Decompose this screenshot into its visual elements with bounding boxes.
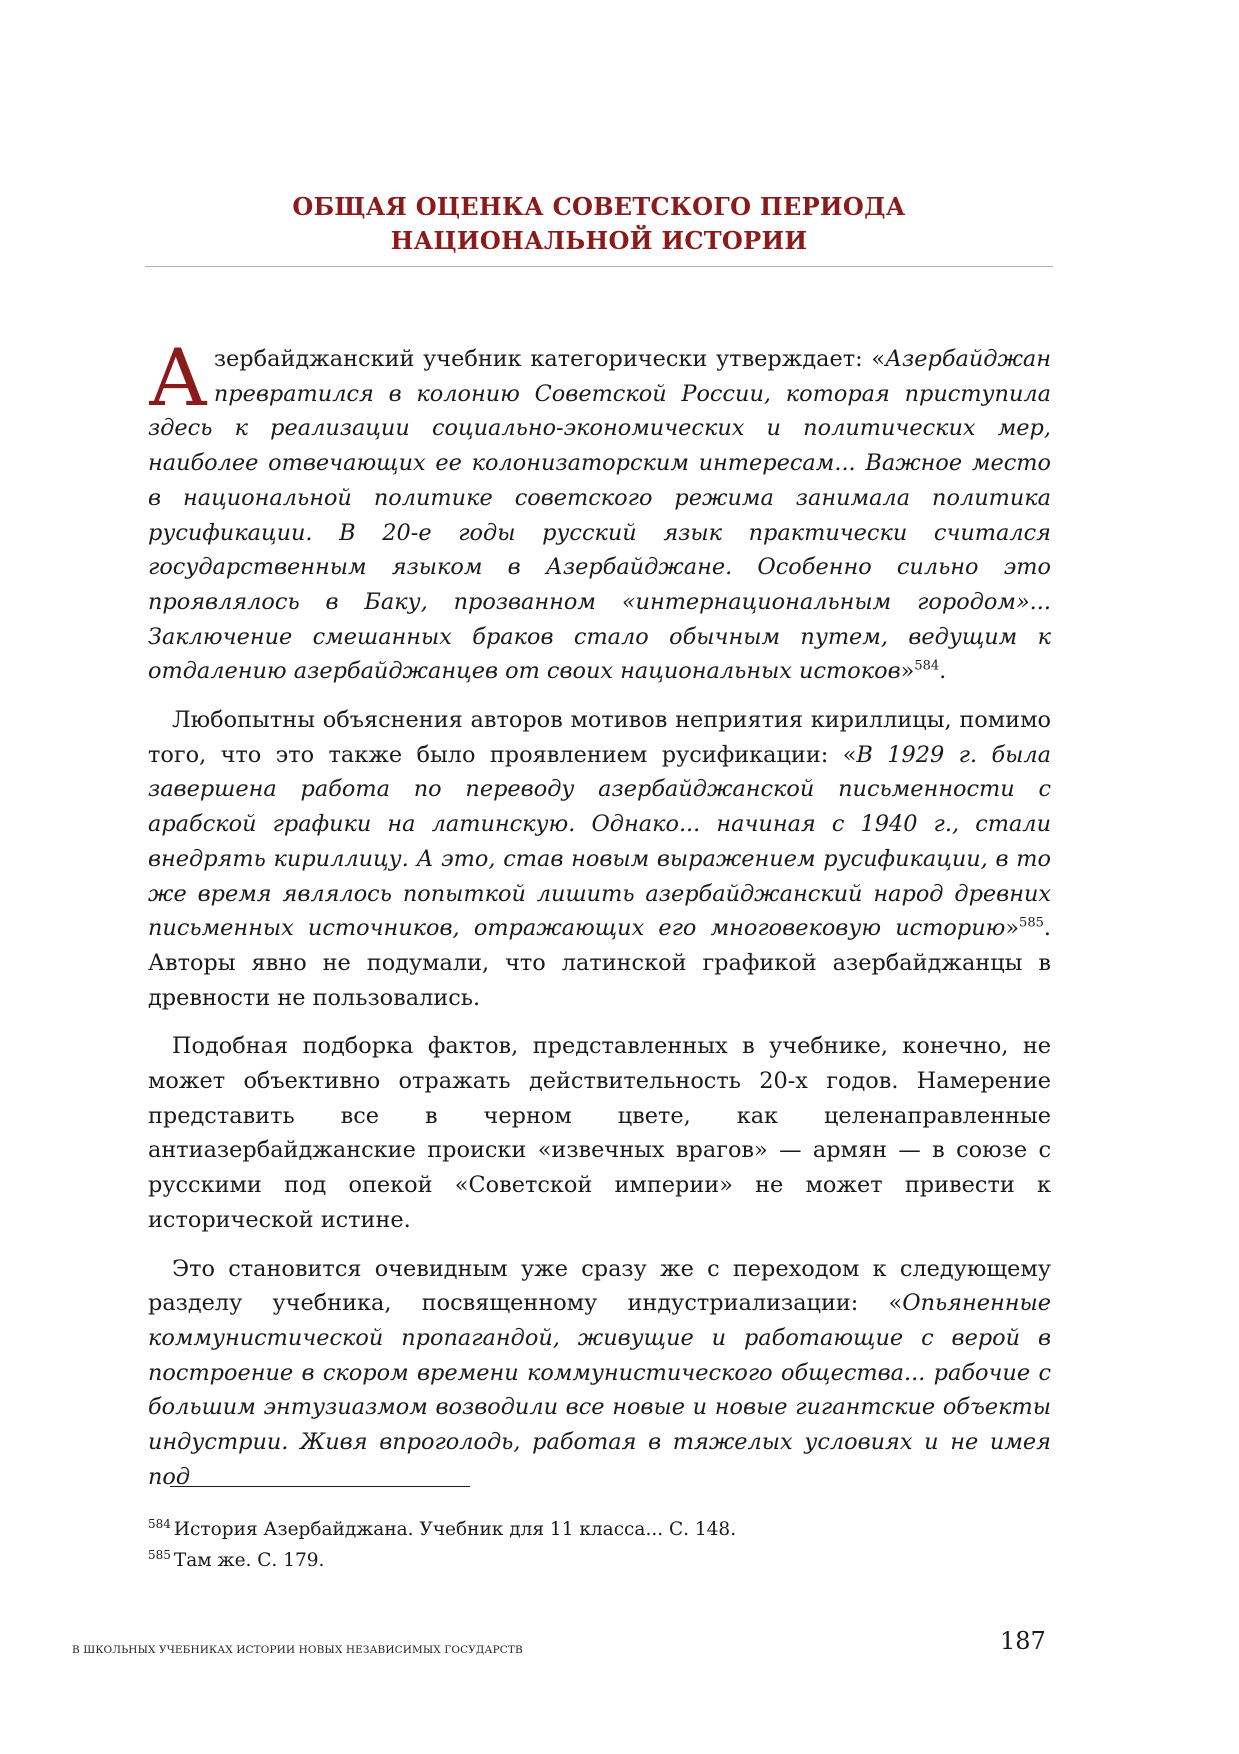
heading-line-1: ОБЩАЯ ОЦЕНКА СОВЕТСКОГО ПЕРИОДА xyxy=(292,192,906,221)
drop-cap: А xyxy=(148,332,208,424)
paragraph-2 xyxy=(148,703,1051,1015)
p2-text-2: » xyxy=(1005,915,1020,942)
footnote-ref-584[interactable]: 584 xyxy=(914,658,940,674)
paragraph-1 xyxy=(148,332,1051,689)
paragraph-4 xyxy=(148,1252,1051,1495)
footnote-ref-585[interactable]: 585 xyxy=(1019,915,1044,931)
p4-quote: Опьяненные коммунистической пропагандой, живущие и работающие с верой в построение в скором времени коммунистического общества... рабочие с большим энтузиазмом возводили все новые и новые гигантские объекты индустрии. Живя впроголодь, работая в тяжелых условиях и не имея под xyxy=(148,1290,1051,1490)
running-footer: В ШКОЛЬНЫХ УЧЕБНИКАХ ИСТОРИИ НОВЫХ НЕЗАВИСИМЫХ ГОСУДАРСТВ xyxy=(72,1644,523,1656)
p4-text-1: Это становится очевидным уже сразу же с переходом к следующему разделу учебника, посвященному индустриализации: « xyxy=(148,1255,1051,1317)
footnotes xyxy=(148,1514,1028,1576)
paragraph-3 xyxy=(148,1029,1051,1237)
footnote-number: 585 xyxy=(148,1547,171,1562)
p2-text-3: . Авторы явно не подумали, что латинской графикой азербайджанцы в древности не пользовались. xyxy=(148,915,1051,1011)
footnote-number: 584 xyxy=(148,1516,171,1531)
footnote-584 xyxy=(148,1514,1028,1545)
chapter-heading xyxy=(145,190,1053,258)
p2-quote: В 1929 г. была завершена работа по переводу азербайджанской письменности с арабской графики на латинскую. Однако... начиная с 1940 г., стали внедрять кириллицу. А это, став новым выражением русификации, в то же время являлось попыткой лишить азербайджанский народ древних письменных источников, отражающих его многовековую историю xyxy=(148,741,1051,942)
footnote-585 xyxy=(148,1545,1028,1576)
p2-text-1: Любопытны объяснения авторов мотивов неприятия кириллицы, помимо того, что это также было проявлением русификации: « xyxy=(148,707,1051,768)
p3-text-1: Подобная подборка фактов, представленных в учебнике, конечно, не может объективно отражать действительность 20-х годов. Намерение представить все в черном цвете, как целенаправленные антиазербайджанские происки «извечных врагов» — армян — в союзе с русскими под опекой «Советской империи» не может привести к исторической истине. xyxy=(148,1033,1051,1233)
footnote-divider xyxy=(170,1486,470,1487)
heading-divider xyxy=(145,266,1053,267)
body-text xyxy=(148,332,1051,1509)
page-number: 187 xyxy=(1000,1627,1046,1655)
footnote-text: Там же. С. 179. xyxy=(173,1550,325,1571)
footnote-text: История Азербайджана. Учебник для 11 класса... С. 148. xyxy=(173,1519,737,1540)
p1-text-3: . xyxy=(939,658,947,685)
p1-text-2: » xyxy=(900,658,915,685)
p1-quote: Азербайджан превратился в колонию Советской России, которая приступила здесь к реализации социально-экономических и политических мер, наиболее отвечающих ее колонизаторским интересам... Важное место в национальной политике советского режима занимала политика русификации. В 20-е годы русский язык практически считался государственным языком в Азербайджане. Особенно сильно это проявлялось в Баку, прозванном «интернациональным городом»... Заключение смешанных браков стало обычным путем, ведущим к отдалению азербайджанцев от своих национальных истоков xyxy=(148,346,1051,685)
heading-line-2: НАЦИОНАЛЬНОЙ ИСТОРИИ xyxy=(390,226,808,255)
p1-text-1: зербайджанский учебник категорически утверждает: « xyxy=(213,346,886,372)
